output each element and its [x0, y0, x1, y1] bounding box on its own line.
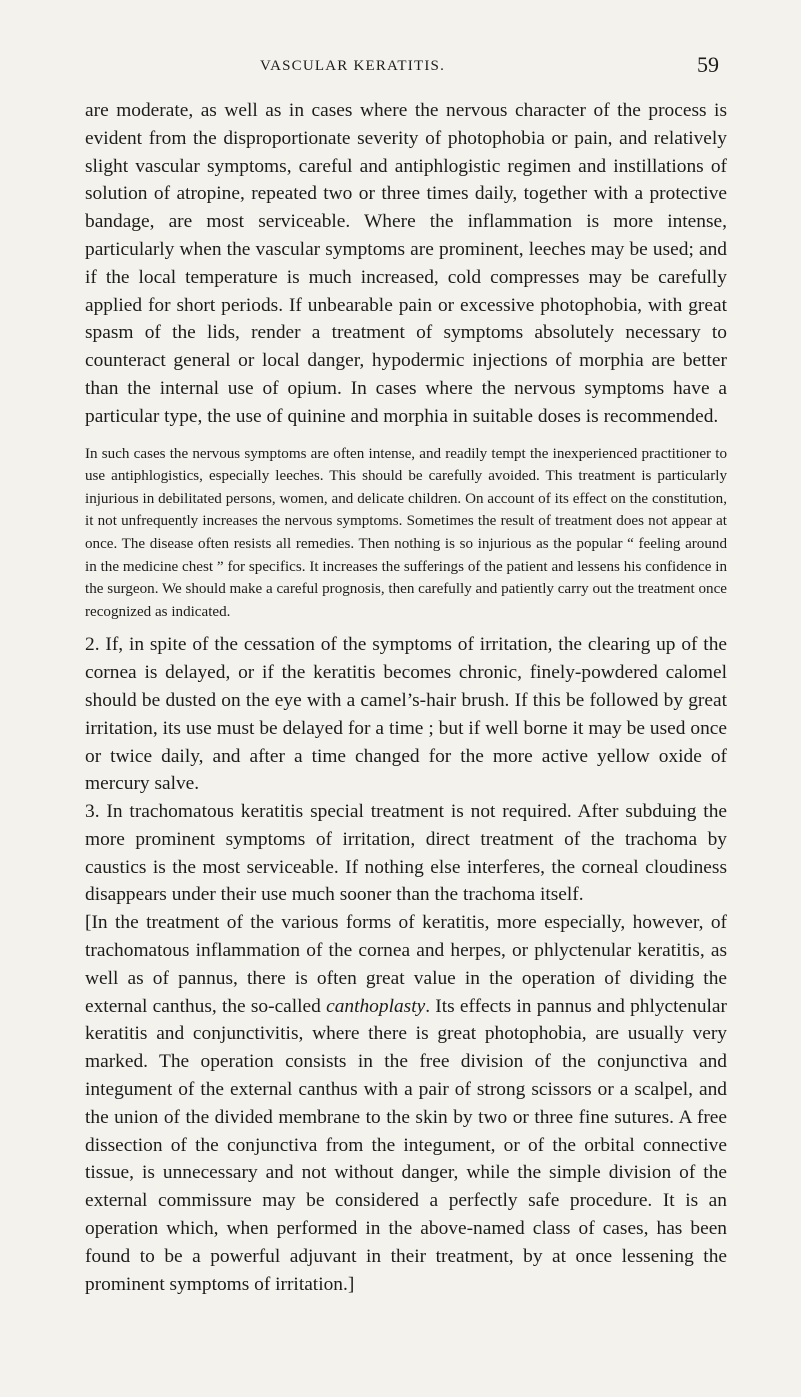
canthoplasty-term: canthoplasty [326, 995, 426, 1017]
bracketed-note-part-2: . Its effects in pannus and phlyctenular keratitis and conjunctivitis, where there is great photophobia, are usually very marked. The operation consists in the free division of the conjunctiva and integument of the external canthus with a pair of strong scissors or a scalpel, and the union of the divided membrane to the skin by two or three fine sutures. A free dissection of the conjunctiva from the integument, or of the orbital connective tissue, is unnecessary and not without danger, while the simple division of the external commissure may be considered a perfectly safe procedure. It is an operation which, when performed in the above-named class of cases, has been found to be a powerful adjuvant in their treatment, by at once lessening the prominent symptoms of irritation.] [85, 995, 727, 1295]
bracketed-note-part-1: [In the treatment of the various forms of keratitis, more especially, however, of trachomatous inflammation of the cornea and herpes, or phlyctenular keratitis, as well as of pannus, there is often great value in the operation of dividing the external canthus, the so-called [85, 912, 727, 1017]
running-head [0, 50, 801, 80]
small-print-note: In such cases the nervous symptoms are often intense, and readily tempt the inexperienced practitioner to use antiphlogistics, especially leeches. This should be carefully avoided. This treatment is particularly injurious in debilitated persons, women, and delicate children. On account of its effect on the constitution, it not unfrequently increases the nervous symptoms. Sometimes the result of treatment does not appear at once. The disease often resists all remedies. Then nothing is so injurious as the popular “ feeling around in the medicine chest ” for specifics. It increases the sufferings of the patient and lessens his confidence in the surgeon. We should make a careful prognosis, then carefully and patiently carry out the treatment once recognized as indicated. [85, 445, 728, 620]
body-text [85, 97, 727, 1298]
page-number: 59 [697, 52, 719, 77]
paragraph-continued: are moderate, as well as in cases where the nervous character of the process is evident from the disproportionate severity of photophobia or pain, and relatively slight vascular symptoms, careful and antiphlogistic regimen and instillations of solution of atropine, repeated two or three times daily, together with a protective bandage, are most serviceable. Where the inflammation is more intense, particularly when the vascular symptoms are prominent, leeches may be used; and if the local temperature is much increased, cold compresses may be carefully applied for short periods. If unbearable pain or excessive photophobia, with great spasm of the lids, render a treatment of symptoms absolutely necessary to counteract general or local danger, hypodermic injections of morphia are better than the internal use of opium. In cases where the nervous symptoms have a particular type, the use of quinine and morphia in suitable doses is recommended. [85, 100, 727, 427]
running-head-title: VASCULAR KERATITIS. [260, 58, 446, 74]
paragraph-section-3: 3. In trachomatous keratitis special treatment is not required. After subduing the more prominent symptoms of irritation, direct treatment of the trachoma by caustics is the most serviceable. If nothing else interferes, the corneal cloudiness disappears under their use much sooner than the trachoma itself. [85, 801, 727, 906]
paragraph-section-2: 2. If, in spite of the cessation of the symptoms of irritation, the clearing up of the cornea is delayed, or if the keratitis becomes chronic, finely-powdered calomel should be dusted on the eye with a camel’s-hair brush. If this be followed by great irritation, its use must be delayed for a time ; but if well borne it may be used once or twice daily, and after a time changed for the more active yellow oxide of mercury salve. [85, 634, 727, 795]
paragraph-bracketed-note [85, 909, 727, 1298]
